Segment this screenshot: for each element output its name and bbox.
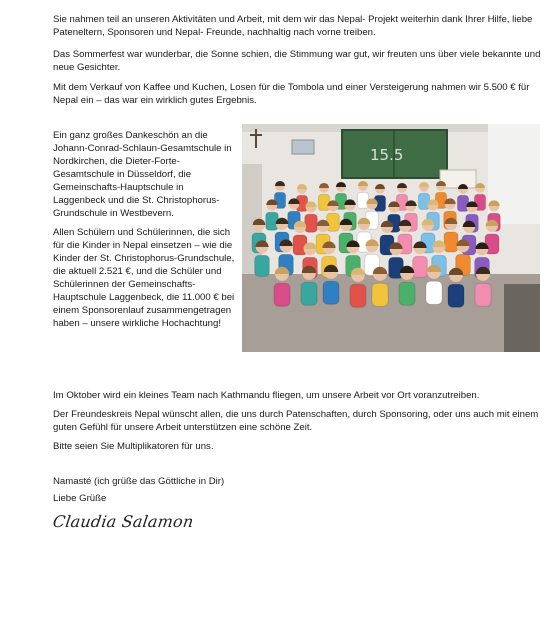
class-group-photo — [242, 124, 540, 352]
child-figure — [274, 267, 290, 306]
child-figure — [426, 265, 442, 304]
child-figure — [475, 267, 491, 306]
summer-fest-paragraph: Das Sommerfest war wunderbar, die Sonne schien, die Stimmung war gut, wir freuten uns über viele bekannte und neue Gesichter. — [53, 49, 541, 73]
sales-result-paragraph: Mit dem Verkauf von Kaffee und Kuchen, Losen für die Tombola und einer Versteigerung nahmen wir 5.500 € für Nepal ein – das war ein wirklich gutes Ergebnis. — [53, 82, 530, 106]
thanks-students-paragraph: Allen Schülern und Schülerinnen, die sich für die Kinder in Nepal einsetzen – wie die Kinder der St. Christophorus-Grundschule, die aktuell 2.521 €, und die Schüler und Schülerinnen der Gemeinschafts-Hauptschule Laggenbeck, die 11.000 € bei einem Sponsorenlauf zusammengetragen haben – unsere wirkliche Hochachtung! — [53, 227, 235, 329]
child-figure — [444, 218, 458, 252]
child-figure — [372, 267, 388, 306]
kathmandu-trip-paragraph: Im Oktober wird ein kleines Team nach Kathmandu fliegen, um unsere Arbeit vor Ort voranzutreiben. — [53, 390, 480, 401]
multiplier-paragraph: Bitte seien Sie Multiplikatoren für uns. — [53, 441, 214, 452]
handwritten-signature: Claudia Salamon — [51, 512, 195, 531]
child-figure — [301, 266, 317, 305]
child-figure — [323, 265, 339, 304]
child-figure — [305, 201, 318, 232]
wishes-paragraph: Der Freundeskreis Nepal wünscht allen, die uns durch Patenschaften, durch Sponsoring, oder uns auch mit einem guten Gefühl für unsere Arbeit unterstützen eine schöne Zeit. — [53, 409, 539, 433]
thanks-column — [53, 129, 237, 336]
child-figure — [350, 268, 366, 307]
closing-greeting: Liebe Grüße — [53, 493, 107, 504]
classroom-photo-illustration — [242, 124, 540, 352]
closing-namaste: Namasté (ich grüße das Göttliche in Dir) — [53, 476, 225, 487]
intro-paragraph: Sie nahmen teil an unseren Aktivitäten und Arbeit, mit dem wir das Nepal- Projekt weiterhin dank Ihrer Hilfe, liebe Pateneltern, Sponsoren und Nepal- Freunde, nachhaltig nach vorne treiben. — [53, 14, 533, 38]
thanks-schools-paragraph: Ein ganz großes Dankeschön an die Johann-Conrad-Schlaun-Gesamtschule in Nordkirchen, die Dieter-Forte-Gesamtschule in Düsseldorf, die Gemeinschafts-Hauptschule in Laggenbeck und die St. Christophorus-Grundschule in Westbevern. — [53, 130, 232, 219]
chalkboard-writing: 15.5 — [370, 146, 404, 164]
child-figure — [413, 241, 428, 277]
child-figure — [255, 240, 270, 276]
child-figure — [448, 268, 464, 307]
child-figure — [399, 266, 415, 305]
